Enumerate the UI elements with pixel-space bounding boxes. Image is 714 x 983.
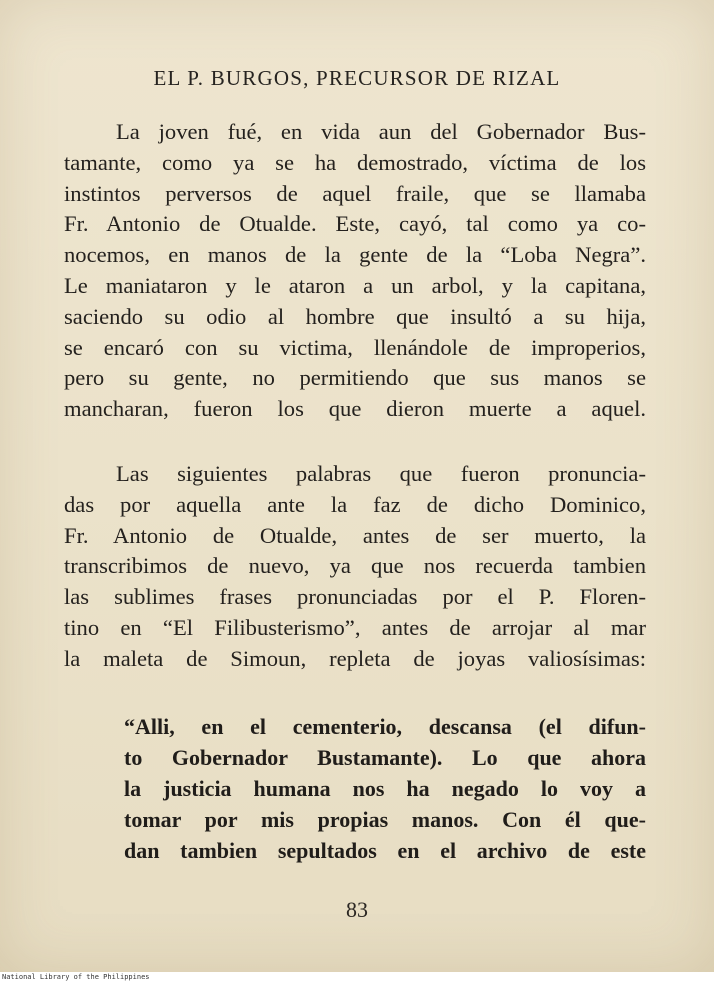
text-line: Las siguientes palabras que fueron pronuncia- bbox=[116, 461, 646, 486]
block-quote bbox=[124, 711, 646, 866]
text-line: la maleta de Simoun, repleta de joyas valiosísimas: bbox=[64, 645, 646, 671]
text-line: pero su gente, no permitiendo que sus manos se bbox=[64, 365, 646, 391]
text-line: instintos perversos de aquel fraile, que se llamaba bbox=[64, 180, 646, 206]
text-line: transcribimos de nuevo, ya que nos recuerda tambien bbox=[64, 553, 646, 579]
library-watermark: National Library of the Philippines bbox=[2, 973, 150, 981]
paragraph-1 bbox=[64, 117, 646, 425]
text-line: se encaró con su victima, llenándole de improperios, bbox=[64, 334, 646, 360]
text-line: saciendo su odio al hombre que insultó a su hija, bbox=[64, 303, 646, 329]
paragraph-2 bbox=[64, 459, 646, 675]
quote-line: “Alli, en el cementerio, descansa (el difun- bbox=[124, 714, 646, 739]
text-line: las sublimes frases pronunciadas por el P. Floren- bbox=[64, 584, 646, 610]
text-line: Le maniataron y le ataron a un arbol, y la capitana, bbox=[64, 272, 646, 298]
text-line: nocemos, en manos de la gente de la “Loba Negra”. bbox=[64, 242, 646, 268]
quote-line: to Gobernador Bustamante). Lo que ahora bbox=[124, 745, 646, 770]
quote-line: tomar por mis propias manos. Con él que- bbox=[124, 807, 646, 832]
text-line: tamante, como ya se ha demostrado, víctima de los bbox=[64, 149, 646, 175]
quote-line: la justicia humana nos ha negado lo voy a bbox=[124, 776, 646, 801]
text-line: Fr. Antonio de Otualde. Este, cayó, tal como ya co- bbox=[64, 211, 646, 237]
text-line: Fr. Antonio de Otualde, antes de ser muerto, la bbox=[64, 522, 646, 548]
quote-line: dan tambien sepultados en el archivo de este bbox=[124, 838, 646, 863]
text-line: La joven fué, en vida aun del Gobernador Bus- bbox=[116, 119, 646, 144]
page-number: 83 bbox=[346, 897, 368, 922]
text-line: das por aquella ante la faz de dicho Dominico, bbox=[64, 491, 646, 517]
running-header: EL P. BURGOS, PRECURSOR DE RIZAL bbox=[153, 66, 561, 90]
text-line: tino en “El Filibusterismo”, antes de arrojar al mar bbox=[64, 614, 646, 640]
text-line: mancharan, fueron los que dieron muerte a aquel. bbox=[64, 396, 646, 422]
